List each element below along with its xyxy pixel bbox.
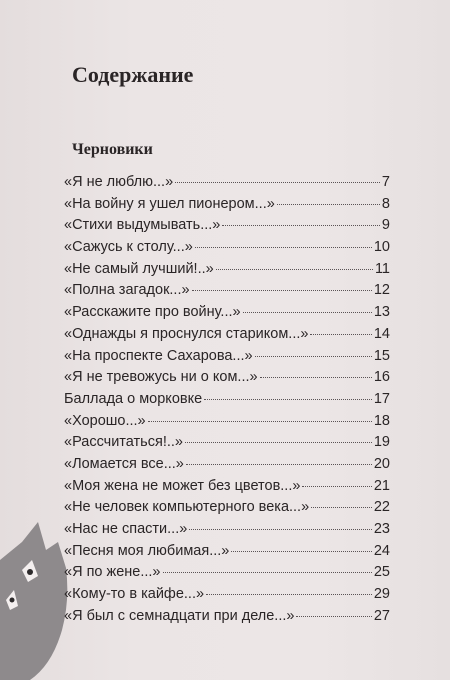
- toc-entry-page: 17: [373, 390, 390, 407]
- toc-entry: [64, 369, 390, 391]
- toc-entry: [64, 434, 390, 456]
- toc-entry-title: «Не самый лучший!..»: [64, 260, 214, 277]
- toc-entry-title: «Я по жене...»: [64, 564, 161, 581]
- toc-entry-title: «Сажусь к столу...»: [64, 239, 193, 256]
- toc-entry-title: «Хорошо...»: [64, 412, 146, 429]
- toc-entry-page: 18: [373, 412, 390, 429]
- dot-leader: [255, 356, 372, 357]
- toc-entry-page: 20: [373, 455, 390, 472]
- toc-entry: [64, 499, 390, 521]
- dot-leader: [216, 269, 373, 270]
- dot-leader: [204, 399, 372, 400]
- toc-entry: [64, 282, 390, 304]
- toc-entry: [64, 608, 390, 630]
- toc-entry-page: 24: [373, 542, 390, 559]
- toc-entry-page: 19: [373, 434, 390, 451]
- toc-entry-title: «На войну я ушел пионером...»: [64, 195, 275, 212]
- dot-leader: [163, 572, 372, 573]
- dot-leader: [222, 225, 380, 226]
- toc-entry: [64, 196, 390, 218]
- dot-leader: [186, 464, 372, 465]
- table-of-contents: [64, 174, 390, 629]
- toc-entry-page: 7: [381, 174, 390, 190]
- dot-leader: [189, 529, 372, 530]
- toc-entry-title: «Не человек компьютерного века...»: [64, 499, 310, 516]
- dot-leader: [243, 312, 372, 313]
- dot-leader: [277, 204, 380, 205]
- toc-entry: [64, 391, 390, 413]
- page-title: Содержание: [72, 62, 194, 87]
- toc-entry: [64, 521, 390, 543]
- toc-entry-title: «Моя жена не может без цветов...»: [64, 477, 301, 494]
- toc-entry: [64, 217, 390, 239]
- toc-entry-title: «Полна загадок...»: [64, 282, 190, 299]
- toc-entry: [64, 564, 390, 586]
- toc-entry-page: 10: [373, 239, 390, 256]
- toc-entry-page: 14: [373, 325, 390, 342]
- toc-entry-page: 25: [373, 564, 390, 581]
- dot-leader: [206, 594, 372, 595]
- toc-entry-title: «Рассчитаться!..»: [64, 434, 183, 451]
- toc-entry-title: «Я был с семнадцати при деле...»: [64, 607, 295, 624]
- dot-leader: [175, 182, 380, 183]
- toc-entry: [64, 586, 390, 608]
- toc-entry-page: 15: [373, 347, 390, 364]
- dot-leader: [195, 247, 372, 248]
- dot-leader: [185, 442, 372, 443]
- dot-leader: [311, 507, 372, 508]
- toc-entry-title: «Нас не спасти...»: [64, 521, 188, 537]
- dot-leader: [296, 616, 371, 617]
- dot-leader: [148, 421, 372, 422]
- dot-leader: [310, 334, 371, 335]
- toc-entry-title: «Ломается все...»: [64, 455, 184, 472]
- toc-entry-title: «Расскажите про войну...»: [64, 304, 241, 321]
- section-heading: Черновики: [72, 141, 153, 158]
- toc-entry-page: 13: [373, 304, 390, 321]
- cat-illustration: [0, 520, 70, 680]
- toc-entry-title: «Стихи выдумывать...»: [64, 217, 221, 234]
- toc-entry-title: Баллада о морковке: [64, 390, 203, 407]
- toc-entry-page: 21: [373, 477, 390, 494]
- toc-entry-title: «Однажды я проснулся стариком...»: [64, 325, 309, 342]
- toc-entry-page: 8: [381, 195, 390, 212]
- toc-entry-page: 29: [373, 586, 390, 603]
- toc-entry-title: «Кому-то в кайфе...»: [64, 586, 205, 603]
- toc-entry-title: «Песня моя любимая...»: [64, 542, 230, 559]
- dot-leader: [302, 486, 371, 487]
- dot-leader: [192, 290, 372, 291]
- toc-entry: [64, 174, 390, 196]
- toc-entry: [64, 543, 390, 565]
- toc-entry-title: «На проспекте Сахарова...»: [64, 347, 253, 364]
- toc-entry: [64, 456, 390, 478]
- toc-entry-page: 12: [373, 282, 390, 299]
- toc-entry-page: 11: [374, 260, 390, 277]
- toc-entry: [64, 261, 390, 283]
- toc-entry: [64, 239, 390, 261]
- toc-entry-page: 16: [373, 369, 390, 386]
- toc-entry: [64, 478, 390, 500]
- toc-entry-page: 22: [373, 499, 390, 516]
- toc-entry: [64, 304, 390, 326]
- dot-leader: [231, 551, 371, 552]
- toc-entry-title: «Я не люблю...»: [64, 174, 174, 190]
- toc-entry-page: 27: [373, 607, 390, 624]
- toc-entry-title: «Я не тревожусь ни о ком...»: [64, 369, 258, 386]
- toc-entry-page: 9: [381, 217, 390, 234]
- toc-entry: [64, 326, 390, 348]
- dot-leader: [260, 377, 372, 378]
- toc-entry-page: 23: [373, 521, 390, 537]
- toc-entry: [64, 348, 390, 370]
- toc-entry: [64, 413, 390, 435]
